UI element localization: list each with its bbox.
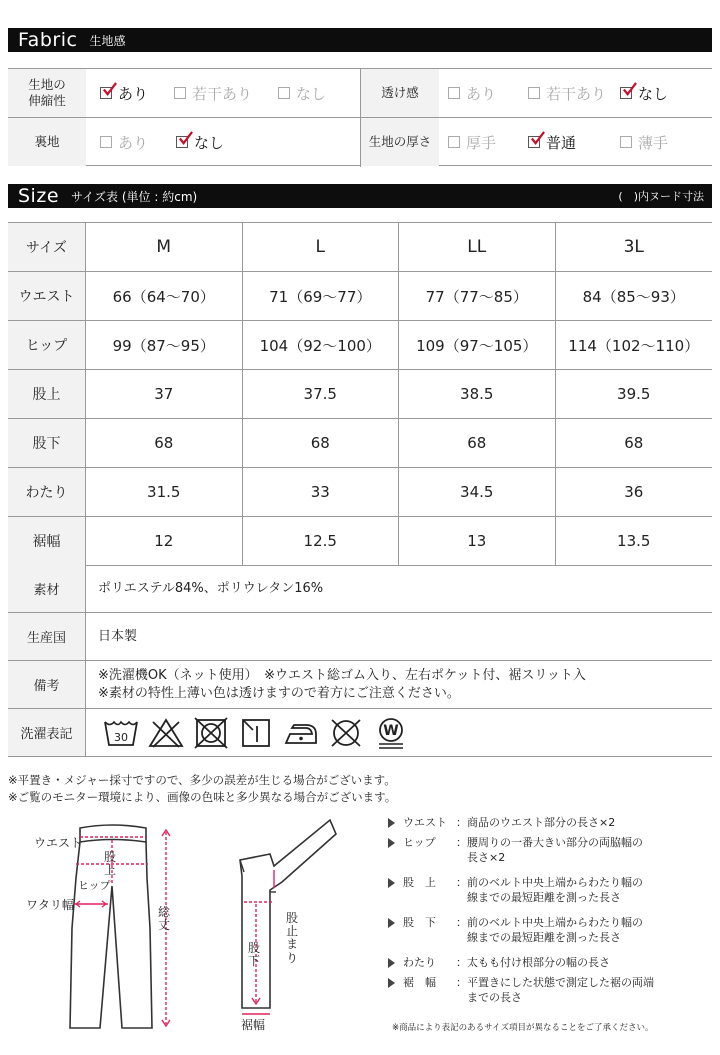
table-cell: 34.5 — [399, 468, 556, 516]
size-row-rise — [8, 370, 712, 419]
origin-text: 日本製 — [98, 628, 138, 644]
remarks-line-2: ※素材の特性上薄い色は透けますので着方にご注意ください。 — [98, 685, 460, 701]
lining-option-yes: あり — [100, 118, 148, 166]
table-cell: 71（69〜77） — [243, 272, 400, 320]
remarks-line-1: ※洗濯機OK（ネット使用） ※ウエスト総ゴム入り、左右ポケット付、裾スリット入 — [98, 667, 586, 683]
note-measurement: ※平置き・メジャー採寸ですので、多少の誤差が生じる場合がございます。 — [8, 773, 396, 787]
size-subtitle: サイズ表 (単位 : 約cm) — [71, 189, 198, 204]
size-row-hip — [8, 321, 712, 370]
remarks-text — [86, 661, 586, 708]
legend-item: ヒップ ：腰周りの一番大きい部分の両脇幅の 長さ×2 — [388, 836, 718, 866]
diagram-rise-label: 股上 — [104, 850, 117, 878]
legend-item: 股 下 ：前のベルト中央上端からわたり幅の 線までの最短距離を測った長さ — [388, 916, 718, 946]
fabric-header-bar — [8, 28, 712, 52]
thickness-option-normal: 普通 — [528, 118, 576, 166]
table-cell: 39.5 — [617, 385, 651, 403]
table-cell: 77（77〜85） — [399, 272, 556, 320]
origin-row — [8, 613, 712, 661]
material-label: 素材 — [8, 565, 86, 612]
table-cell: 114（102〜110） — [568, 336, 700, 355]
legend-item: わたり ：太もも付け根部分の幅の長さ — [388, 956, 718, 971]
fabric-title: Fabric — [18, 29, 78, 51]
table-cell: 38.5 — [399, 370, 556, 418]
table-cell: 37.5 — [243, 370, 400, 418]
table-cell: 13.5 — [617, 532, 651, 550]
size-col-ll: LL — [399, 223, 556, 271]
diagram-length-label: 総丈 — [158, 905, 171, 933]
table-cell: 13 — [399, 517, 556, 565]
lining-label: 裏地 — [8, 118, 86, 166]
wet-clean-icon — [372, 716, 410, 750]
thickness-option-thick: 厚手 — [448, 118, 496, 166]
wash-30-icon — [102, 716, 140, 750]
table-cell: 68 — [399, 419, 556, 467]
row-label: 股下 — [8, 419, 86, 467]
sheer-option-no: なし — [620, 69, 668, 117]
thickness-option-thin: 薄手 — [620, 118, 668, 166]
fabric-row-1 — [8, 69, 712, 118]
iron-low-icon — [282, 716, 320, 750]
row-label: 裾幅 — [8, 517, 86, 565]
diagram-rise-end-label: 股止まり — [286, 911, 299, 965]
diagram-hem-label: 裾幅 — [241, 1018, 266, 1032]
size-col-m: M — [86, 223, 243, 271]
no-bleach-icon — [147, 716, 185, 750]
legend-item: 裾 幅 ：平置きにした状態で測定した裾の両端 までの長さ — [388, 976, 718, 1006]
pants-side-diagram — [230, 812, 370, 1022]
table-cell: 12 — [86, 517, 243, 565]
table-cell: 36 — [624, 483, 644, 501]
size-nude-note: ( )内ヌード寸法 — [618, 190, 704, 203]
table-cell: 66（64〜70） — [86, 272, 243, 320]
row-label: 股上 — [8, 370, 86, 418]
diagram-waist-label: ウエスト — [34, 836, 83, 850]
table-cell: 33 — [243, 468, 400, 516]
line-dry-shade-icon — [237, 716, 275, 750]
sheer-option-yes: あり — [448, 69, 496, 117]
material-text: ポリエステル84%、ポリウレタン16% — [98, 580, 324, 596]
table-cell: 31.5 — [86, 468, 243, 516]
svg-text:W: W — [383, 722, 399, 739]
diagram-inseam-label: 股下 — [248, 941, 261, 969]
size-items-note: ※商品により表記のあるサイズ項目が異なることをご了承ください。 — [392, 1023, 654, 1033]
remarks-label: 備考 — [8, 661, 86, 708]
size-header-row — [8, 223, 712, 272]
table-cell: 68 — [624, 434, 644, 452]
stretch-option-slight: 若干あり — [174, 69, 252, 117]
no-dry-clean-icon — [327, 716, 365, 750]
lining-option-no: なし — [176, 118, 224, 166]
size-row-waist — [8, 272, 712, 321]
care-label: 洗濯表記 — [8, 709, 86, 756]
legend-item: ウエスト ：商品のウエスト部分の長さ×2 — [388, 816, 718, 831]
thickness-label: 生地の厚さ — [361, 118, 439, 166]
size-header-label: サイズ — [8, 223, 86, 271]
row-label: ウエスト — [8, 272, 86, 320]
svg-text:30: 30 — [114, 730, 128, 744]
size-table — [8, 222, 712, 550]
table-cell: 68 — [243, 419, 400, 467]
size-row-inseam — [8, 419, 712, 468]
no-tumble-dry-icon — [192, 716, 230, 750]
stretch-label: 生地の 伸縮性 — [8, 69, 86, 117]
stretch-option-no: なし — [278, 69, 326, 117]
row-label: ヒップ — [8, 321, 86, 369]
note-color: ※ご覧のモニター環境により、画像の色味と多少異なる場合がございます。 — [8, 790, 397, 804]
sheer-label: 透け感 — [361, 69, 439, 117]
origin-label: 生産国 — [8, 613, 86, 660]
size-title: Size — [18, 185, 60, 207]
material-row — [8, 565, 712, 613]
care-icons — [86, 709, 410, 756]
table-cell: 84（85〜93） — [582, 287, 685, 306]
table-cell: 68 — [86, 419, 243, 467]
table-cell: 99（87〜95） — [86, 321, 243, 369]
fabric-row-2 — [8, 118, 712, 167]
sheer-option-slight: 若干あり — [528, 69, 606, 117]
stretch-option-yes: あり — [100, 69, 148, 117]
table-cell: 12.5 — [243, 517, 400, 565]
row-label: わたり — [8, 468, 86, 516]
table-cell: 37 — [86, 370, 243, 418]
size-row-hem — [8, 517, 712, 566]
table-cell: 104（92〜100） — [243, 321, 400, 369]
size-col-l: L — [243, 223, 400, 271]
size-header-bar — [8, 184, 712, 208]
diagram-thigh-label: ワタリ幅 — [26, 898, 74, 912]
care-row — [8, 709, 712, 757]
table-cell: 109（97〜105） — [399, 321, 556, 369]
size-col-3l: 3L — [623, 237, 644, 257]
remarks-row — [8, 661, 712, 709]
size-row-thigh — [8, 468, 712, 517]
fabric-table — [8, 68, 712, 166]
fabric-subtitle: 生地感 — [89, 33, 126, 48]
diagram-hip-label: ヒップ — [78, 879, 111, 892]
legend-item: 股 上 ：前のベルト中央上端からわたり幅の 線までの最短距離を測った長さ — [388, 876, 718, 906]
